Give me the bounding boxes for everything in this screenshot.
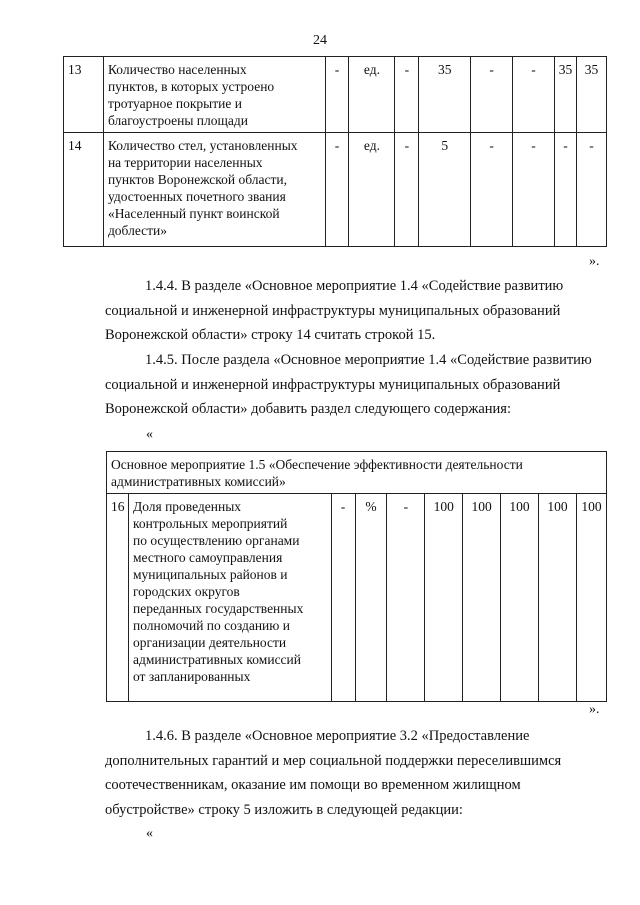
value-cell: 35 xyxy=(419,57,471,133)
indicator-name: Доля проведенных контрольных мероприятий по осуществлению органами местного самоуправления муниципальных районов и городских округов переданных государственных полномочий по созданию и организации деятельности административных комиссий от запланированных xyxy=(128,494,331,702)
indicators-table-1 xyxy=(63,56,607,247)
indicator-name: Количество населенных пунктов, в которых устроено тротуарное покрытие и благоустроены площади xyxy=(103,57,325,133)
closing-quote: ». xyxy=(589,254,600,269)
table-cell: - xyxy=(387,494,425,702)
table-row xyxy=(107,494,607,702)
unit-cell: ед. xyxy=(349,133,395,247)
opening-quote: « xyxy=(146,427,153,442)
unit-cell: % xyxy=(355,494,387,702)
value-cell: 100 xyxy=(501,494,539,702)
value-cell: - xyxy=(513,57,555,133)
value-cell: 35 xyxy=(555,57,577,133)
table-cell: - xyxy=(395,57,419,133)
table-cell: - xyxy=(331,494,355,702)
value-cell: - xyxy=(576,133,606,247)
paragraph-1-4-6: 1.4.6. В разделе «Основное мероприятие 3.2 «Предоставление дополнительных гарантий и мер социальной поддержки переселившимся соотечественникам, оказание им помощи во временном жилищном обустройстве» строку 5 изложить в следующей редакции: xyxy=(105,728,562,818)
table-cell: - xyxy=(325,133,349,247)
value-cell: 35 xyxy=(576,57,606,133)
table-cell: - xyxy=(395,133,419,247)
section-header: Основное мероприятие 1.5 «Обеспечение эффективности деятельности административных комиссий» xyxy=(107,452,607,494)
opening-quote: « xyxy=(146,826,153,841)
closing-quote: ». xyxy=(589,702,600,717)
value-cell: - xyxy=(471,133,513,247)
value-cell: 100 xyxy=(539,494,577,702)
indicators-table-2 xyxy=(106,451,607,702)
section-header-row xyxy=(107,452,607,494)
value-cell: 100 xyxy=(463,494,501,702)
row-number: 14 xyxy=(64,133,104,247)
indicator-name: Количество стел, установленных на территории населенных пунктов Воронежской области, удостоенных почетного звания «Населенный пункт воинской доблести» xyxy=(103,133,325,247)
row-number: 13 xyxy=(64,57,104,133)
table-cell: - xyxy=(325,57,349,133)
table-row xyxy=(64,133,607,247)
value-cell: 100 xyxy=(425,494,463,702)
paragraph-1-4-4: 1.4.4. В разделе «Основное мероприятие 1.4 «Содействие развитию социальной и инженерной инфраструктуры муниципальных образований Воронежской области» строку 14 считать строкой 15. xyxy=(105,278,564,343)
row-number: 16 xyxy=(107,494,129,702)
table-row xyxy=(64,57,607,133)
value-cell: 5 xyxy=(419,133,471,247)
value-cell: - xyxy=(555,133,577,247)
value-cell: - xyxy=(513,133,555,247)
unit-cell: ед. xyxy=(349,57,395,133)
page-number: 24 xyxy=(313,33,327,48)
value-cell: - xyxy=(471,57,513,133)
paragraph-1-4-5: 1.4.5. После раздела «Основное мероприятие 1.4 «Содействие развитию социальной и инженерной инфраструктуры муниципальных образований Воронежской области» добавить раздел следующего содержания: xyxy=(105,352,592,417)
value-cell: 100 xyxy=(576,494,606,702)
